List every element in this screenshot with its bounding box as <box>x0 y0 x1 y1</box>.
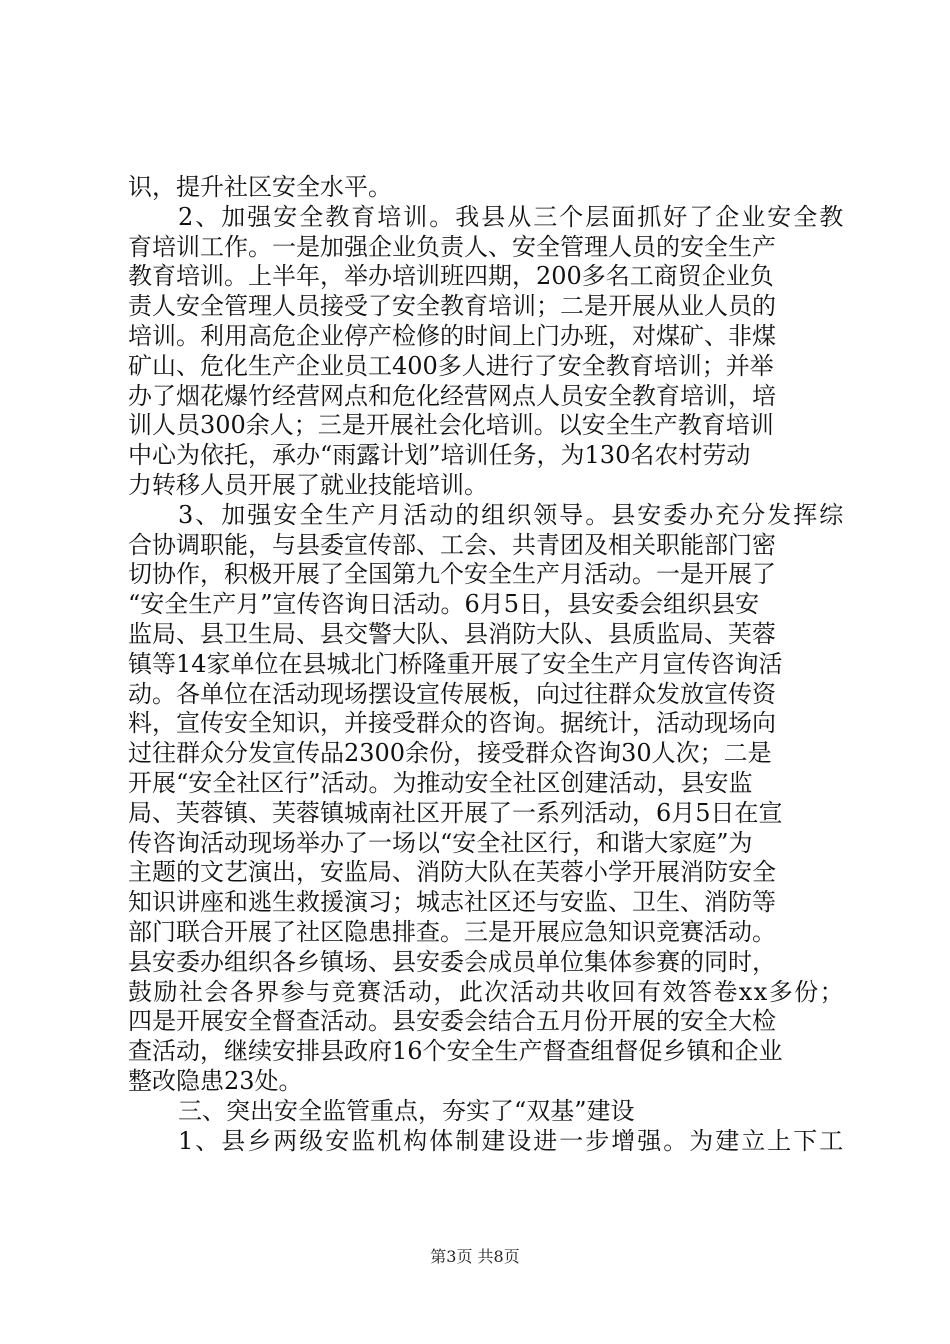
text-line: 识，提升社区安全水平。 <box>128 173 392 201</box>
text-line: 过往群众分发宣传品2300余份，接受群众咨询30人次；二是 <box>128 739 772 768</box>
text-line: “安全生产月”宣传咨询日活动。6月5日，县安委会组织县安 <box>128 590 760 619</box>
text-line: 局、芙蓉镇、芙蓉镇城南社区开展了一系列活动，6月5日在宣 <box>128 798 783 827</box>
text-line: 动。各单位在活动现场摆设宣传展板，向过往群众发放宣传资 <box>128 679 776 708</box>
text-line: 教育培训。上半年，举办培训班四期，200多名工商贸企业负 <box>128 262 774 291</box>
paragraph-start-line: 3、加强安全生产月活动的组织领导。县安委办充分发挥综 <box>178 500 846 529</box>
page-footer: 第3页 共8页 <box>430 1247 520 1266</box>
section-heading: 三、突出安全监管重点，夯实了“双基”建设 <box>178 1096 635 1125</box>
text-line: 主题的文艺演出，安监局、消防大队在芙蓉小学开展消防安全 <box>128 858 776 887</box>
text-line: 中心为依托，承办“雨露计划”培训任务，为130名农村劳动 <box>128 441 751 470</box>
text-line: 矿山、危化生产企业员工400多人进行了安全教育培训；并举 <box>128 351 774 380</box>
text-line: 镇等14家单位在县城北门桥隆重开展了安全生产月宣传咨询活 <box>128 649 783 678</box>
paragraph-start-line: 1、县乡两级安监机构体制建设进一步增强。为建立上下工 <box>178 1126 846 1155</box>
text-line: 料，宣传安全知识，并接受群众的咨询。据统计，活动现场向 <box>128 709 776 738</box>
text-line: 监局、县卫生局、县交警大队、县消防大队、县质监局、芙蓉 <box>128 620 776 648</box>
text-line: 责人安全管理人员接受了安全教育培训；二是开展从业人员的 <box>128 292 776 321</box>
text-line: 整改隐患23处。 <box>128 1067 303 1095</box>
text-line: 鼓励社会各界参与竞赛活动，此次活动共收回有效答卷xx多份； <box>128 977 846 1006</box>
text-line: 办了烟花爆竹经营网点和危化经营网点人员安全教育培训，培 <box>128 381 776 410</box>
text-line: 四是开展安全督查活动。县安委会结合五月份开展的安全大检 <box>128 1007 776 1036</box>
text-line: 查活动，继续安排县政府16个安全生产督查组督促乡镇和企业 <box>128 1037 783 1066</box>
text-line: 传咨询活动现场举办了一场以“安全社区行，和谐大家庭”为 <box>128 828 753 857</box>
text-line: 合协调职能，与县委宣传部、工会、共青团及相关职能部门密 <box>128 530 776 559</box>
text-line: 培训。利用高危企业停产检修的时间上门办班，对煤矿、非煤 <box>128 322 776 350</box>
text-line: 训人员300余人；三是开展社会化培训。以安全生产教育培训 <box>128 411 774 440</box>
text-line: 育培训工作。一是加强企业负责人、安全管理人员的安全生产 <box>128 232 776 261</box>
text-line: 知识讲座和逃生救援演习；城志社区还与安监、卫生、消防等 <box>128 888 776 917</box>
text-line: 县安委办组织各乡镇场、县安委会成员单位集体参赛的同时， <box>128 947 776 976</box>
text-line: 部门联合开展了社区隐患排查。三是开展应急知识竞赛活动。 <box>128 918 776 946</box>
text-line: 切协作，积极开展了全国第九个安全生产月活动。一是开展了 <box>128 560 776 589</box>
paragraph-start-line: 2、加强安全教育培训。我县从三个层面抓好了企业安全教 <box>178 202 846 231</box>
text-line: 力转移人员开展了就业技能培训。 <box>128 471 488 499</box>
text-line: 开展“安全社区行”活动。为推动安全社区创建活动，县安监 <box>128 769 753 797</box>
